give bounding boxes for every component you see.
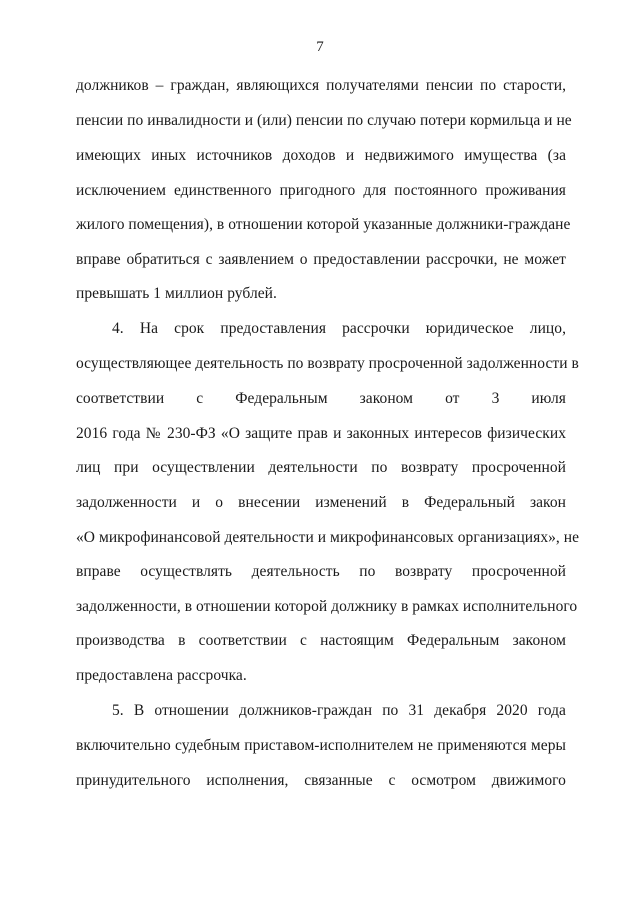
text-line: вправе осуществлять деятельность по возврату просроченной <box>76 563 566 580</box>
page-number: 7 <box>316 39 324 55</box>
text-line: задолженности и о внесении изменений в Федеральный закон <box>76 494 566 511</box>
text-line: жилого помещения), в отношении которой указанные должники-граждане <box>76 216 571 233</box>
text-line: превышать 1 миллион рублей. <box>76 285 277 302</box>
text-line: «О микрофинансовой деятельности и микрофинансовых организациях», не <box>76 529 580 546</box>
text-line: 5. В отношении должников-граждан по 31 декабря 2020 года <box>112 702 566 719</box>
text-line: задолженности, в отношении которой должнику в рамках исполнительного <box>76 598 578 615</box>
text-line: лиц при осуществлении деятельности по возврату просроченной <box>76 459 566 476</box>
text-line: 2016 года № 230-ФЗ «О защите прав и законных интересов физических <box>76 425 566 442</box>
text-line: имеющих иных источников доходов и недвижимого имущества (за <box>76 147 566 164</box>
text-line: исключением единственного пригодного для постоянного проживания <box>76 182 566 199</box>
text-line: включительно судебным приставом-исполнителем не применяются меры <box>76 737 566 754</box>
text-line: принудительного исполнения, связанные с осмотром движимого <box>76 772 566 789</box>
text-line: предоставлена рассрочка. <box>76 667 247 684</box>
text-line: вправе обратиться с заявлением о предоставлении рассрочки, не может <box>76 251 566 268</box>
text-line: пенсии по инвалидности и (или) пенсии по случаю потери кормильца и не <box>76 112 572 129</box>
text-line: производства в соответствии с настоящим Федеральным законом <box>76 632 566 649</box>
text-line: должников – граждан, являющихся получателями пенсии по старости, <box>76 77 566 94</box>
text-line: соответствии с Федеральным законом от 3 июля <box>76 390 566 407</box>
text-line: осуществляющее деятельность по возврату просроченной задолженности в <box>76 355 579 372</box>
text-line: 4. На срок предоставления рассрочки юридическое лицо, <box>112 320 566 337</box>
